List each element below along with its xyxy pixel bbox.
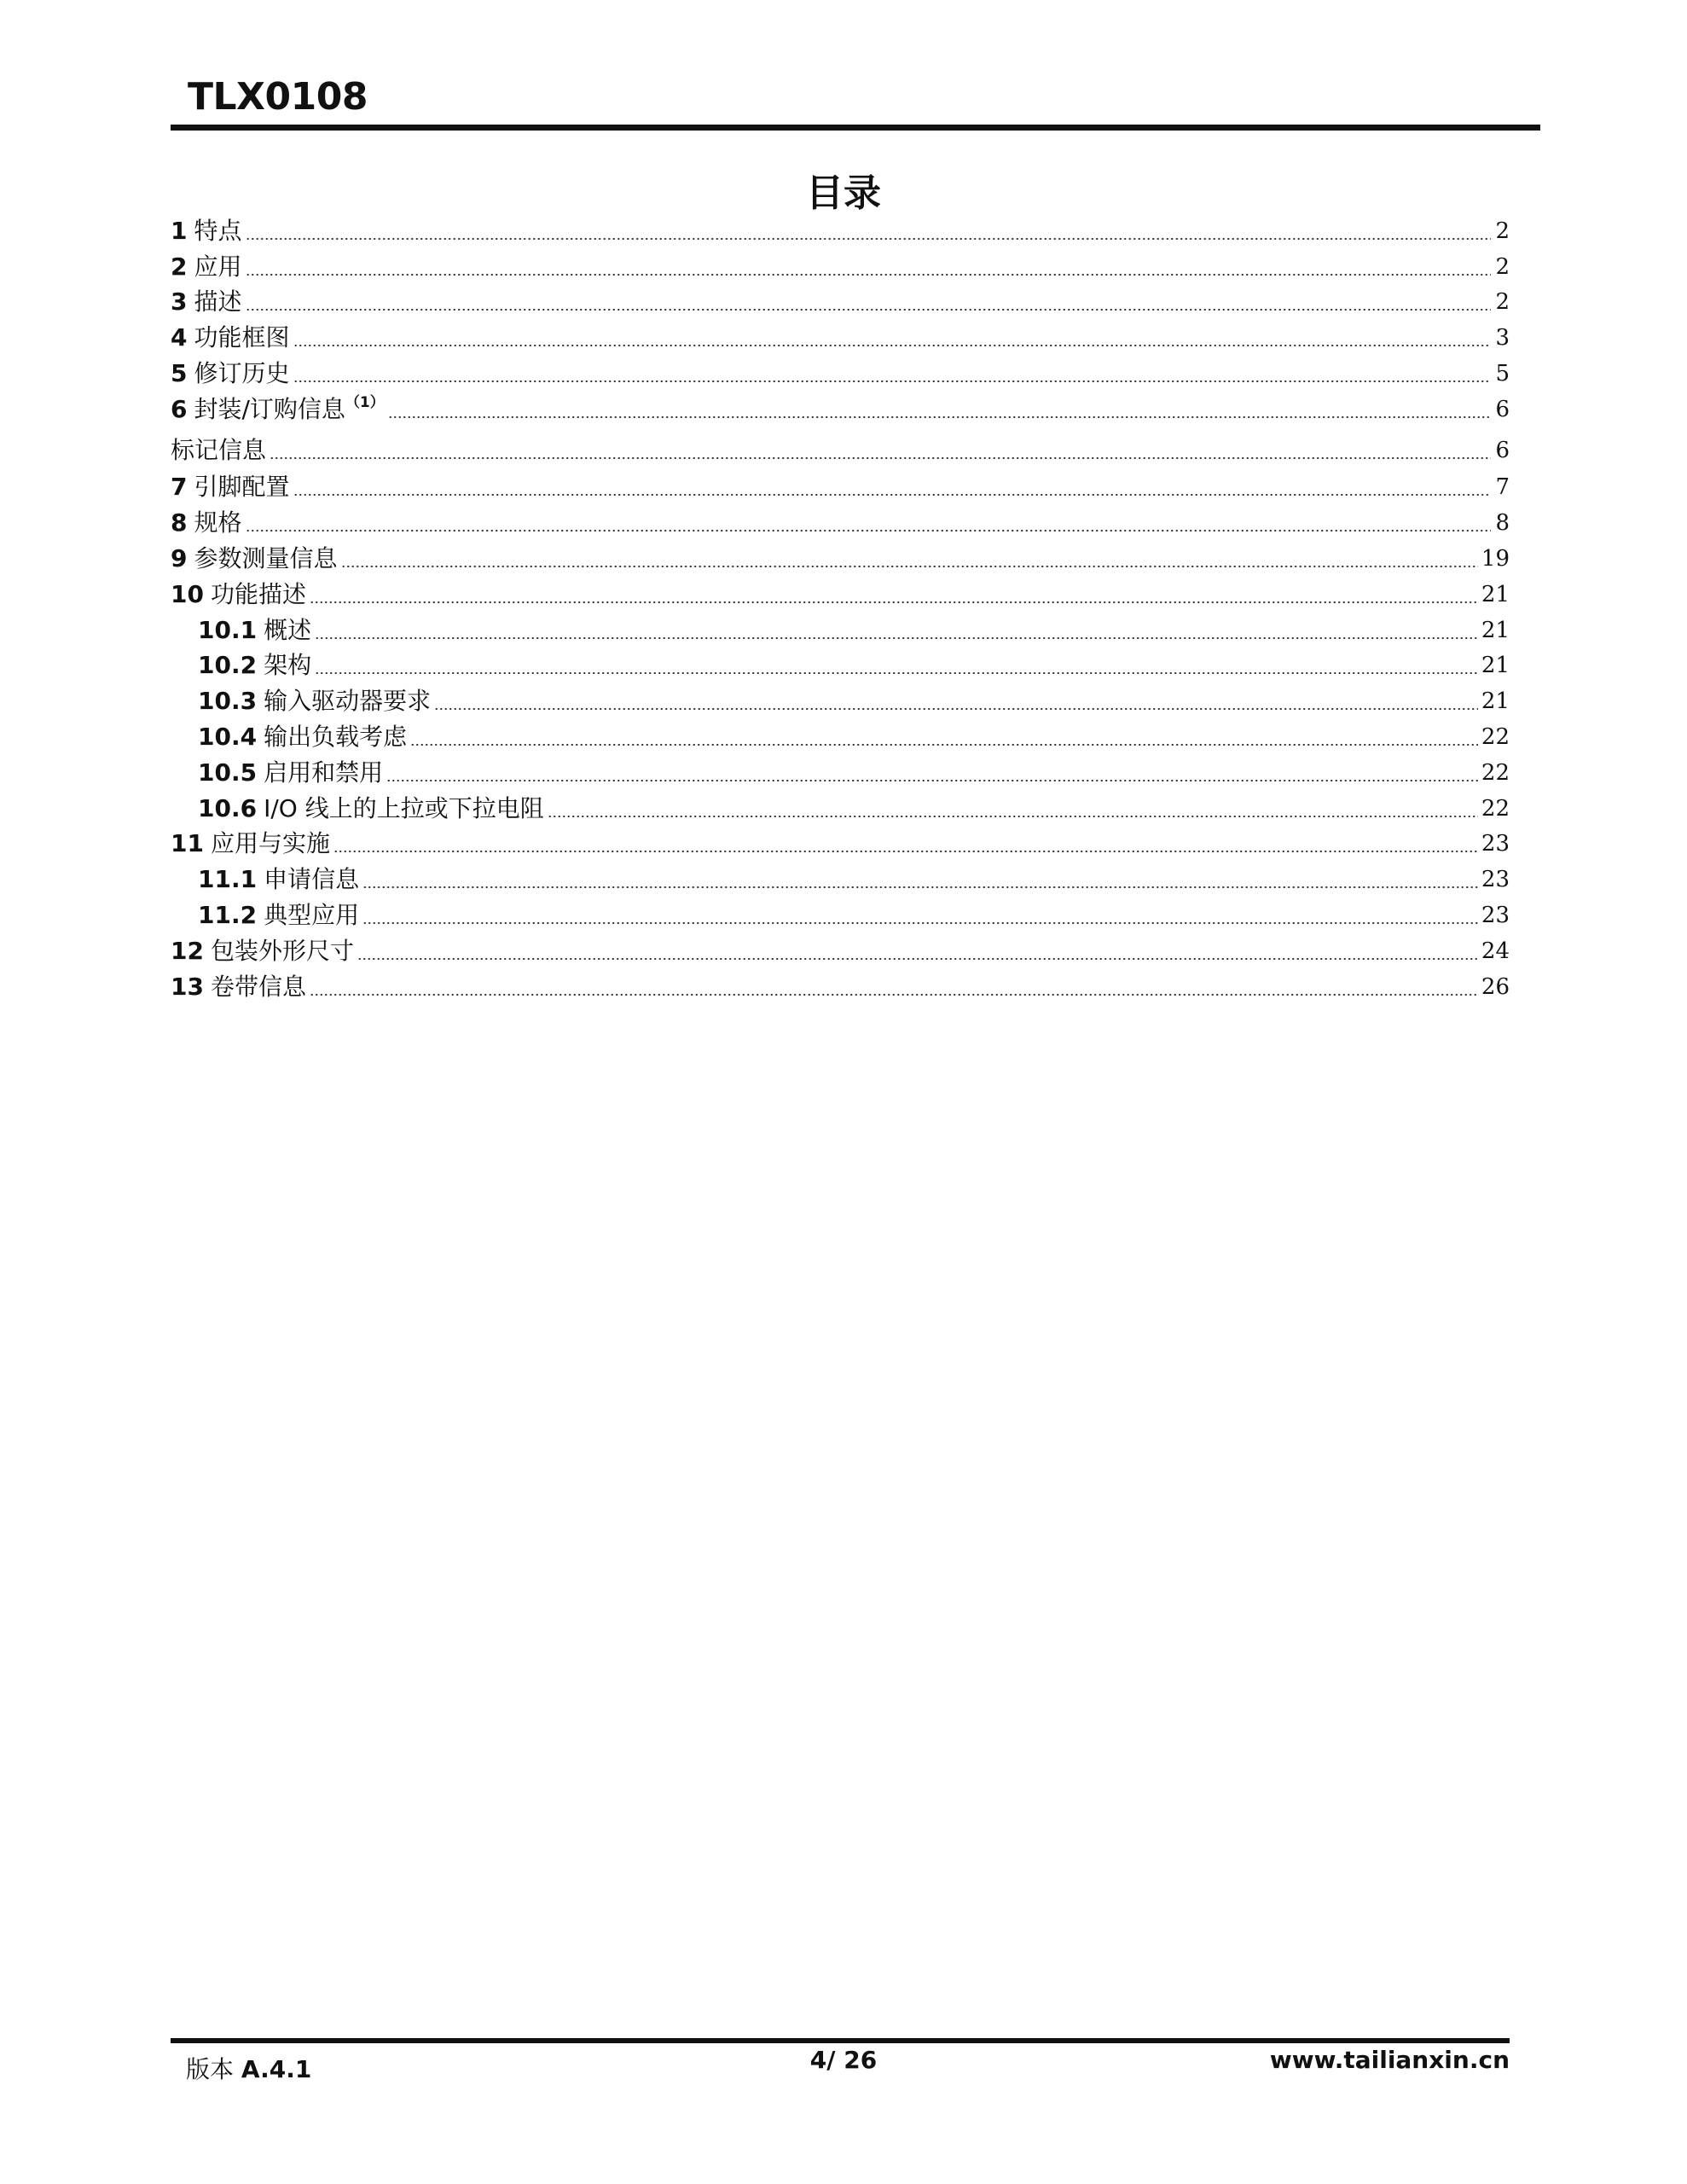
toc-entry-title-text: 封装/订购信息	[194, 394, 345, 423]
toc-entry-title	[194, 388, 384, 424]
toc-entry-page: 21	[1481, 581, 1510, 607]
toc-entry-page: 2	[1495, 253, 1510, 280]
toc-entry-title: 包装外形尺寸	[210, 936, 354, 965]
toc-entry-page: 6	[1495, 437, 1510, 463]
toc-entry-number: 12	[171, 936, 204, 965]
toc-entry-13[interactable]	[171, 966, 1510, 1002]
toc-entry-title: 启用和禁用	[264, 758, 384, 787]
toc-entry-title: 应用	[194, 252, 242, 281]
toc-entry-title: 典型应用	[264, 900, 360, 929]
toc-entry-title: 标记信息	[171, 435, 267, 464]
toc-entry-number: 10.6	[198, 793, 258, 822]
toc-entry-number: 7	[171, 473, 188, 502]
toc-entry-10[interactable]	[171, 573, 1510, 609]
toc-entry-page: 21	[1481, 688, 1510, 715]
toc-entry-10-5[interactable]	[171, 752, 1510, 787]
toc-entry-number: 11.1	[198, 865, 258, 894]
toc-leader-dots	[333, 851, 1478, 852]
toc-entry-number: 9	[171, 543, 188, 572]
toc-entry-page: 8	[1495, 510, 1510, 537]
toc-entry-number: 10.4	[198, 722, 258, 751]
toc-leader-dots	[293, 345, 1492, 346]
toc-entry-10-1[interactable]	[171, 609, 1510, 645]
website-link[interactable]: www.tailianxin.cn	[1269, 2046, 1510, 2074]
toc-entry-page: 2	[1495, 289, 1510, 316]
toc-entry-title: I/O 线上的上拉或下拉电阻	[264, 793, 544, 822]
toc-leader-dots	[310, 994, 1478, 996]
toc-entry-title: 功能描述	[210, 579, 306, 608]
toc-entry-title: 申请信息	[264, 865, 360, 894]
toc-entry-title: 架构	[264, 651, 312, 680]
toc-entry-page: 3	[1495, 325, 1510, 351]
toc-entry-number: 10.2	[198, 651, 258, 680]
toc-entry-10-3[interactable]	[171, 680, 1510, 716]
toc-entry-page: 24	[1481, 938, 1510, 964]
toc-leader-dots	[362, 922, 1478, 924]
toc-entry-10-6[interactable]	[171, 787, 1510, 823]
toc-entry-page: 22	[1481, 759, 1510, 786]
toc-entry-title: 功能框图	[194, 323, 290, 352]
version-number: A.4.1	[241, 2055, 312, 2083]
toc-entry-number: 13	[171, 972, 204, 1001]
toc-entry-page: 23	[1481, 831, 1510, 857]
page-indicator: 4/ 26	[809, 2046, 878, 2074]
toc-leader-dots	[341, 566, 1478, 567]
toc-leader-dots	[293, 494, 1492, 496]
toc-entry-number: 10.1	[198, 615, 258, 644]
toc-leader-dots	[310, 601, 1478, 603]
toc-entry-page: 2	[1495, 218, 1510, 244]
toc-entry-1[interactable]	[171, 210, 1510, 246]
footer-rule	[171, 2038, 1510, 2043]
toc-leader-dots	[410, 744, 1478, 746]
toc-entry-11-2[interactable]	[171, 894, 1510, 930]
toc-entry-title: 卷带信息	[210, 972, 306, 1001]
toc-entry-title: 规格	[194, 508, 242, 537]
toc-entry-title: 输出负载考虑	[264, 722, 408, 751]
toc-leader-dots	[270, 457, 1491, 459]
toc-leader-dots	[388, 416, 1491, 418]
toc-leader-dots	[386, 780, 1478, 781]
toc-entry-number: 10.3	[198, 687, 258, 716]
toc-entry-page: 26	[1481, 973, 1510, 1000]
toc-leader-dots	[315, 637, 1478, 639]
toc-entry-12[interactable]	[171, 930, 1510, 966]
table-of-contents	[171, 210, 1510, 1002]
toc-entry-8[interactable]	[171, 502, 1510, 537]
toc-entry-page: 23	[1481, 867, 1510, 893]
toc-entry-marking-info[interactable]	[171, 429, 1510, 465]
toc-entry-page: 21	[1481, 617, 1510, 643]
document-title: TLX0108	[188, 75, 368, 119]
toc-entry-number: 10.5	[198, 758, 258, 787]
toc-entry-page: 22	[1481, 795, 1510, 822]
toc-leader-dots	[246, 274, 1492, 276]
version-label: 版本	[186, 2055, 235, 2083]
toc-entry-page: 21	[1481, 653, 1510, 679]
toc-leader-dots	[246, 530, 1492, 531]
toc-entry-number: 8	[171, 508, 188, 537]
toc-entry-title: 修订历史	[194, 358, 290, 387]
toc-leader-dots	[246, 309, 1492, 311]
toc-leader-dots	[434, 708, 1478, 710]
toc-entry-2[interactable]	[171, 246, 1510, 282]
toc-entry-11-1[interactable]	[171, 858, 1510, 894]
toc-entry-page: 5	[1495, 360, 1510, 386]
toc-leader-dots	[548, 816, 1478, 817]
toc-entry-title: 描述	[194, 288, 242, 317]
toc-entry-title: 参数测量信息	[194, 543, 338, 572]
toc-entry-number: 10	[171, 579, 204, 608]
toc-entry-page: 6	[1495, 396, 1510, 422]
toc-leader-dots	[246, 238, 1492, 240]
toc-entry-number: 5	[171, 358, 188, 387]
toc-entry-4[interactable]	[171, 317, 1510, 352]
toc-entry-6[interactable]	[171, 388, 1510, 424]
toc-entry-9[interactable]	[171, 537, 1510, 573]
toc-entry-5[interactable]	[171, 352, 1510, 388]
toc-entry-10-2[interactable]	[171, 645, 1510, 681]
header-rule	[171, 125, 1540, 131]
toc-entry-title: 应用与实施	[210, 829, 330, 858]
toc-entry-number: 3	[171, 288, 188, 317]
toc-entry-page: 22	[1481, 723, 1510, 750]
toc-entry-number: 4	[171, 323, 188, 352]
footnote-marker: （1）	[345, 393, 385, 411]
toc-entry-page: 7	[1495, 474, 1510, 501]
toc-entry-11[interactable]	[171, 823, 1510, 859]
toc-entry-title: 输入驱动器要求	[264, 687, 432, 716]
toc-entry-page: 23	[1481, 902, 1510, 928]
toc-heading: 目录	[806, 171, 881, 215]
toc-entry-page: 19	[1481, 545, 1510, 572]
toc-entry-number: 11.2	[198, 900, 258, 929]
toc-entry-number: 6	[171, 394, 188, 423]
toc-entry-title: 特点	[194, 216, 242, 245]
toc-leader-dots	[362, 886, 1478, 888]
toc-entry-7[interactable]	[171, 467, 1510, 502]
toc-entry-title: 概述	[264, 615, 312, 644]
toc-entry-10-4[interactable]	[171, 716, 1510, 752]
toc-leader-dots	[357, 958, 1478, 960]
toc-entry-number: 1	[171, 216, 188, 245]
toc-entry-title: 引脚配置	[194, 473, 290, 502]
toc-leader-dots	[315, 672, 1478, 674]
toc-entry-number: 2	[171, 252, 188, 281]
toc-entry-number: 11	[171, 829, 204, 858]
toc-entry-3[interactable]	[171, 282, 1510, 317]
toc-leader-dots	[293, 380, 1492, 382]
